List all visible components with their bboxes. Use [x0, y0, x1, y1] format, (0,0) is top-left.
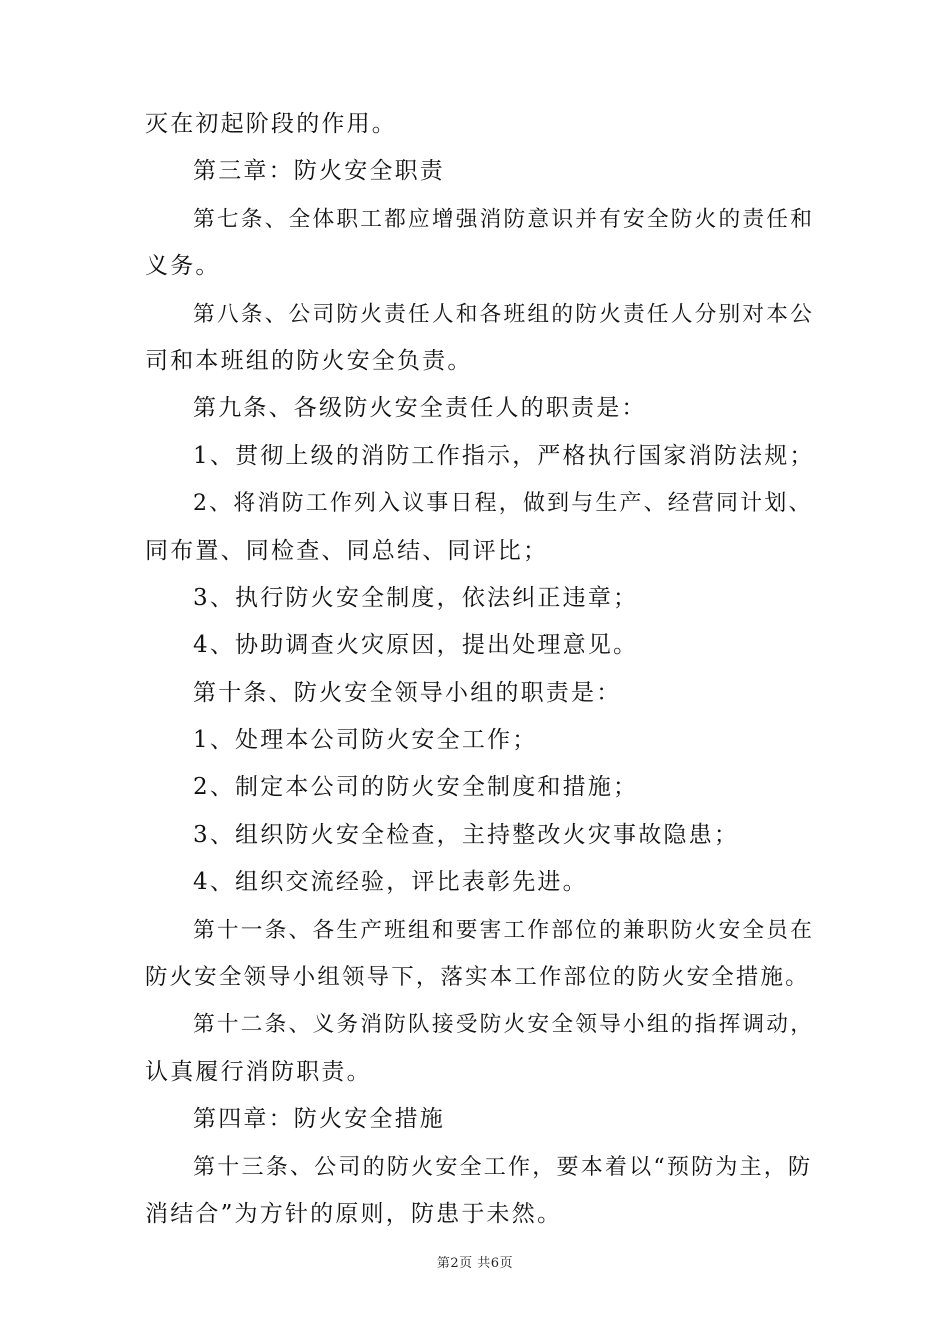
- text-line: 认真履行消防职责。: [145, 1058, 372, 1085]
- text-line: 第十一条、各生产班组和要害工作部位的兼职防火安全员在: [193, 917, 815, 943]
- text-line: 防火安全领导小组领导下，落实本工作部位的防火安全措施。: [145, 964, 810, 991]
- text-line: 消结合”为方针的原则，防患于未然。: [145, 1200, 563, 1227]
- text-line: 第十条、防火安全领导小组的职责是：: [193, 679, 622, 706]
- list-item: 4、协助调查火灾原因，提出处理意见。: [193, 632, 639, 659]
- text-line: 同布置、同检查、同总结、同评比；: [145, 537, 549, 564]
- list-item: 1、贯彻上级的消防工作指示，严格执行国家消防法规；: [193, 442, 815, 469]
- document-body: [145, 101, 815, 1238]
- text-line: 第十三条、公司的防火安全工作，要本着以“预防为主，防: [193, 1154, 813, 1180]
- text-line: 第十二条、义务消防队接受防火安全领导小组的指挥调动，: [193, 1012, 815, 1038]
- list-item: 4、组织交流经验，评比表彰先进。: [193, 869, 588, 896]
- text-line: 灭在初起阶段的作用。: [145, 111, 397, 137]
- list-item: 2、制定本公司的防火安全制度和措施；: [193, 774, 639, 801]
- text-line: 第七条、全体职工都应增强消防意识并有安全防火的责任和: [193, 206, 815, 232]
- text-line: 司和本班组的防火安全负责。: [145, 347, 473, 374]
- text-line: 第九条、各级防火安全责任人的职责是：: [193, 395, 647, 422]
- chapter-heading: 第四章：防火安全措施: [193, 1106, 445, 1133]
- list-item: 2、将消防工作列入议事日程，做到与生产、经营同计划、: [193, 491, 813, 517]
- text-line: 义务。: [145, 253, 221, 280]
- list-item: 3、组织防火安全检查，主持整改火灾事故隐患；: [193, 821, 740, 848]
- text-line: 第八条、公司防火责任人和各班组的防火责任人分别对本公: [193, 301, 815, 327]
- list-item: 3、执行防火安全制度，依法纠正违章；: [193, 584, 639, 611]
- list-item: 1、处理本公司防火安全工作；: [193, 727, 538, 754]
- chapter-heading: 第三章：防火安全职责: [193, 158, 445, 185]
- page-number-footer: 第2页 共6页: [436, 1256, 514, 1271]
